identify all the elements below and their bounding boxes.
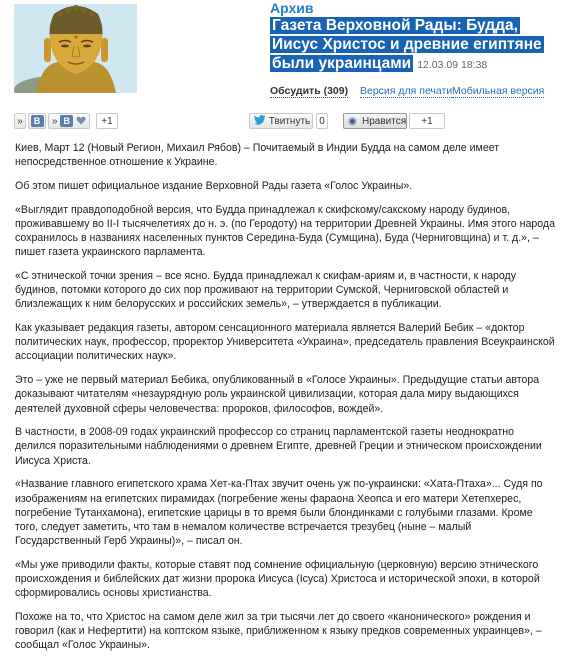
- fb-like-label: Нравится: [362, 116, 407, 127]
- fb-like-button[interactable]: [343, 113, 407, 129]
- tweet-count: 0: [316, 113, 328, 129]
- article-paragraph: Об этом пишет официальное издание Верховной Рады газета «Голос Украины».: [15, 179, 413, 192]
- share-arrow-icon: »: [17, 116, 23, 127]
- article-paragraph: В частности, в 2008-09 годах украинский профессор со страниц парламентской газеты неоднократно делился поразительными наблюдениями о древнем Египте, древней Греции и этническом происхождении Иисуса Христа.: [15, 426, 542, 467]
- vk-like-count: +1: [96, 113, 118, 129]
- share-arrow-button[interactable]: [14, 113, 26, 129]
- article-links: [270, 85, 562, 99]
- article-paragraph: «Выглядит правдоподобной версия, что Будда принадлежал к скифскому/сакскому народу будинов, проживавшему во II-I тысячелетиях до н. э. (по Геродоту) на территории Древней Украины. Имя этого народа сохранилось в названиях населенных пунктов Середина-Буда (Сумщина), Буда (Черниговщина) и т. д.», – пишет газета украинского парламента.: [15, 203, 555, 259]
- publish-date: 12.03.09 18:38: [417, 59, 488, 71]
- share-bar: [14, 111, 454, 131]
- vk-share-button[interactable]: [28, 113, 46, 129]
- buddha-statue-photo: [14, 4, 137, 93]
- rubric-label[interactable]: Архив: [270, 0, 314, 16]
- buddha-icon: [14, 4, 137, 93]
- article-paragraph: «С этнической точки зрения – все ясно. Будда принадлежал к скифам-ариям и, в частности, к народу будинов, потомки которого до сих пор проживают на территории Сумской, Черниговской областей и близлежащих к ним белорусских и российских земель», – утверждается в публикации.: [15, 269, 517, 311]
- headline-text: Газета Верховной Рады: Будда, Иисус Христос и древние египтяне были украинцами: [272, 17, 542, 72]
- article-paragraph: Похоже на то, что Христос на самом деле жил за три тысячи лет до своего «канонического» рождения и говорил (как и Нефертити) на коптском языке, приближенном к языку предков современных украинцев», – сообщал «Голос Украины».: [15, 610, 542, 652]
- heart-icon: [76, 116, 86, 125]
- vk-arrow-icon: »: [51, 116, 58, 127]
- mobile-version-link[interactable]: Мобильная версия: [452, 85, 545, 97]
- discuss-link[interactable]: Обсудить (309): [270, 85, 349, 97]
- article-paragraph: «Название главного египетского храма Хет-ка-Птах звучит очень уж по-украински: «Хата-Птаха»... Судя по изображениям на египетских пирамидах (погребение жены фараона Хеопса и его матери Хетепхерес, погребение Тутанхамона), египетские царицы в то время были блондинками с голубыми глазами. Кроме того, следует заметить, что там в немалом количестве встречается трезубец (ныне – малый Государственный Герб Украины)», – писал он.: [15, 478, 543, 548]
- tweet-button[interactable]: [249, 113, 313, 129]
- twitter-bird-icon: [254, 115, 266, 125]
- fb-like-count: +1: [409, 113, 445, 129]
- article-paragraph: «Мы уже приводили факты, которые ставят под сомнение официальную (церковную) версию этнического происхождения и библейских дат жизни пророка Иисуса (Ісуса) Христоса и исторической эпохи, в которой сформировались основы христианства.: [15, 558, 540, 600]
- print-version-link[interactable]: Версия для печати: [360, 85, 453, 97]
- vk-like-button[interactable]: [48, 113, 90, 129]
- article-headline: [270, 16, 562, 75]
- vk-like-logo-icon: B: [60, 115, 73, 127]
- article-paragraph: Как указывает редакция газеты, автором сенсационного материала является Валерий Бебик – «доктор политических наук, профессор, проректор Университета «Украина», председатель правления Всеукраинской ассоциации политических наук».: [15, 322, 555, 363]
- article-paragraph: Это – уже не первый материал Бебика, опубликованный в «Голосе Украины». Предыдущие статьи автора доказывают читателям «незаурядную роль украинской цивилизации, которая дала миру выдающихся деятелей духовной сферы человечества: пророков, философов, вождей».: [15, 374, 540, 415]
- tweet-label: Твитнуть: [268, 116, 311, 127]
- vk-logo-icon: B: [31, 115, 44, 127]
- thumbs-up-icon: ◉: [348, 116, 357, 127]
- article-body: [15, 141, 555, 662]
- article-paragraph: Киев, Март 12 (Новый Регион, Михаил Рябов) – Почитаемый в Индии Будда на самом деле имеет непосредственное отношение к Украине.: [15, 142, 500, 169]
